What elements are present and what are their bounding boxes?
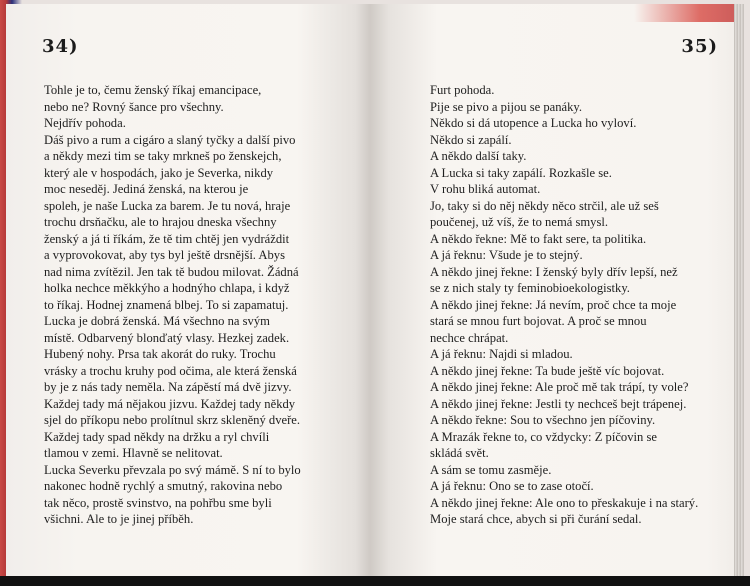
- text-line: ženský a já ti říkám, že tě tim chtěj jen vydráždit: [44, 231, 290, 246]
- left-page-text: [44, 82, 344, 528]
- text-line: trochu drsňačku, ale to hrajou dneska všechny: [44, 215, 277, 229]
- text-line: místě. Odbarvený blonďatý vlasy. Hezkej zadek.: [44, 330, 290, 345]
- text-line: poučenej, už víš, že to nemá smysl.: [430, 215, 609, 229]
- red-cover-edge: [634, 4, 744, 22]
- text-line: A já řeknu: Všude je to stejný.: [430, 248, 583, 262]
- text-line: A sám se tomu zasměje.: [430, 462, 552, 477]
- text-line: Jo, taky si do něj někdy něco strčil, ale už seš: [430, 198, 659, 213]
- page-edges: [734, 4, 744, 576]
- text-line: tlamou v zemi. Hlavně se nelitovat.: [44, 446, 223, 460]
- text-line: sjel do příkopu nebo prolítnul skrz skleněný dveře.: [44, 413, 301, 427]
- text-line: vrásky a trochu kruhy pod očima, ale která ženská: [44, 363, 297, 378]
- text-line: A Lucka si taky zapálí. Rozkašle se.: [430, 165, 612, 180]
- right-page-text: [430, 82, 716, 528]
- text-line: to říkaj. Hodnej znamená blbej. To si zapamatuj.: [44, 297, 289, 312]
- text-line: Tohle je to, čemu ženský říkaj emancipace,: [44, 83, 262, 97]
- text-line: Pije se pivo a pijou se panáky.: [430, 99, 583, 114]
- text-line: tak něco, prostě svinstvo, na pohřbu sme byli: [44, 495, 272, 510]
- text-line: by je z nás tady neměla. Na zápěstí má dvě jizvy.: [44, 380, 292, 394]
- open-book: [6, 4, 744, 576]
- page-number-left: 34): [42, 36, 79, 57]
- text-line: Lucka je dobrá ženská. Má všechno na svým: [44, 314, 270, 328]
- text-line: A někdo řekne: Mě to fakt sere, ta politika.: [430, 231, 647, 246]
- text-line: Někdo si dá utopence a Lucka ho vyloví.: [430, 116, 637, 130]
- text-line: Lucka Severku převzala po svý mámě. S ní to bylo: [44, 462, 301, 477]
- text-line: A někdo řekne: Sou to všechno jen píčoviny.: [430, 413, 656, 427]
- text-line: A někdo jinej řekne: Ale proč mě tak trápí, ty vole?: [430, 380, 689, 394]
- text-line: A já řeknu: Ono se to zase otočí.: [430, 479, 594, 493]
- text-line: A někdo jinej řekne: Ale ono to přeskakuje i na starý.: [430, 495, 699, 510]
- text-line: holka nechce měkkýho a hodnýho chlapa, i když: [44, 281, 290, 295]
- text-line: a vyprovokovat, aby tys byl ještě drsnější. Abys: [44, 248, 286, 262]
- text-line: nebo ne? Rovný šance pro všechny.: [44, 99, 224, 114]
- text-line: který ale v hospodách, jako je Severka, nikdy: [44, 165, 274, 180]
- text-line: Každej tady spad někdy na držku a ryl chvíli: [44, 429, 270, 444]
- text-line: A někdo jinej řekne: Ta bude ještě víc bojovat.: [430, 363, 665, 378]
- text-line: A já řeknu: Najdi si mladou.: [430, 347, 573, 361]
- text-line: skládá svět.: [430, 446, 489, 460]
- text-line: Moje stará chce, abych si při čurání sedal.: [430, 512, 642, 526]
- left-page: [6, 4, 370, 576]
- text-line: A Mrazák řekne to, co vždycky: Z píčovin se: [430, 429, 657, 444]
- right-page: [370, 4, 744, 576]
- text-line: A někdo jinej řekne: Já nevím, proč chce ta moje: [430, 297, 677, 312]
- text-line: spoleh, je naše Lucka za barem. Je tu nová, hraje: [44, 198, 291, 213]
- text-line: všichni. Ale to je jinej příběh.: [44, 512, 194, 526]
- text-line: nechce chrápat.: [430, 330, 509, 345]
- text-line: Hubený nohy. Prsa tak akorát do ruky. Trochu: [44, 347, 276, 361]
- text-line: A někdo jinej řekne: Jestli ty nechceš bejt trápenej.: [430, 396, 687, 411]
- text-line: Nejdřív pohoda.: [44, 116, 126, 130]
- text-line: A někdo jinej řekne: I ženský byly dřív lepší, než: [430, 264, 678, 279]
- text-line: a někdy mezi tim se taky mrkneš po ženskejch,: [44, 149, 282, 163]
- text-line: V rohu bliká automat.: [430, 182, 541, 196]
- text-line: A někdo další taky.: [430, 149, 527, 163]
- text-line: nakonec hodně rychlý a smutný, rakovina nebo: [44, 479, 283, 493]
- text-line: stará se mnou furt bojovat. A proč se mnou: [430, 314, 647, 328]
- page-number-right: 35): [681, 36, 718, 57]
- scanner-bottom-edge: [0, 576, 750, 586]
- text-line: se z nich staly ty feminobioekologistky.: [430, 281, 630, 295]
- text-line: Někdo si zapálí.: [430, 132, 512, 147]
- text-line: Každej tady má nějakou jizvu. Každej tady někdy: [44, 396, 296, 411]
- text-line: Furt pohoda.: [430, 83, 495, 97]
- text-line: moc neseděj. Jediná ženská, na kterou je: [44, 182, 249, 196]
- text-line: nad nima zvítězil. Jen tak tě budou milovat. Žádná: [44, 264, 299, 279]
- text-line: Dáš pivo a rum a cigáro a slaný tyčky a další pivo: [44, 132, 296, 147]
